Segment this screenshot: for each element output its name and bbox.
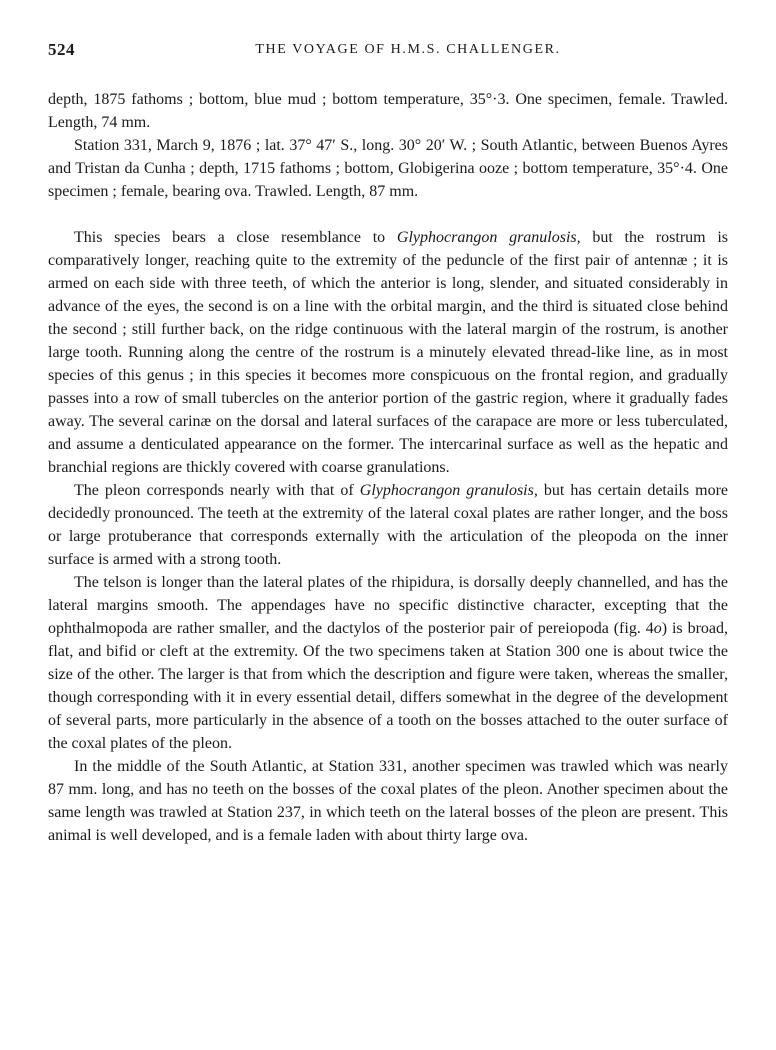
record-station-331: Station 331, March 9, 1876 ; lat. 37° 47′ S., long. 30° 20′ W. ; South Atlantic, between Buenos Ayres and Tristan da Cunha ; depth, 1715 fathoms ; bottom, Globigerina ooze ; bottom temperature, 35°·4. One specimen ; female, bearing ova. Trawled. Length, 87 mm. xyxy=(48,137,728,200)
record-continuation: depth, 1875 fathoms ; bottom, blue mud ; bottom temperature, 35°·3. One specimen, female. Trawled. Length, 74 mm. xyxy=(48,91,728,131)
paragraph-telson-text-b: ) is broad, flat, and bifid or cleft at the extremity. Of the two specimens taken at Station 300 one is about twice the size of the other. The larger is that from which the description and figure were taken, whereas the smaller, though corresponding with it in every essential detail, differs somewhat in the degree of the development of several parts, more particularly in the absence of a tooth on the bosses attached to the outer surface of the coxal plates of the pleon. xyxy=(48,620,728,752)
paragraph-pleon xyxy=(48,479,728,571)
running-title: THE VOYAGE OF H.M.S. CHALLENGER. xyxy=(255,42,561,57)
paragraph-south-atlantic: In the middle of the South Atlantic, at Station 331, another specimen was trawled which was nearly 87 mm. long, and has no teeth on the bosses of the coxal plates of the pleon. Another specimen about the same length was trawled at Station 237, in which teeth on the lateral bosses of the pleon are present. This animal is well developed, and is a female laden with about thirty large ova. xyxy=(48,758,728,844)
paragraph-telson-text-a: The telson is longer than the lateral plates of the rhipidura, is dorsally deeply channelled, and has the lateral margins smooth. The appendages have no specific distinctive character, excepting that the ophthalmopoda are rather smaller, and the dactylos of the posterior pair of pereiopoda (fig. 4 xyxy=(48,574,728,637)
paragraph-pleon-text-a: The pleon corresponds nearly with that of xyxy=(74,482,360,499)
species-name: Glyphocrangon granulosis, xyxy=(396,229,581,246)
page-number: 524 xyxy=(48,40,75,59)
section-gap xyxy=(48,203,728,226)
paragraph-rostrum xyxy=(48,226,728,479)
species-name: Glyphocrangon granulosis, xyxy=(359,482,538,499)
paragraph-rostrum-text-a: This species bears a close resemblance to xyxy=(74,229,397,246)
page-header xyxy=(48,40,728,68)
figure-reference: o xyxy=(653,620,662,637)
paragraph-rostrum-text-b: but the rostrum is comparatively longer, reaching quite to the extremity of the peduncle of the first pair of antennæ ; it is armed on each side with three teeth, of which the anterior is long, slender, and situated considerably in advance of the eyes, the second is on a line with the orbital margin, and the third is situated close behind the second ; still further back, on the ridge continuous with the lateral margin of the rostrum, is another large tooth. Running along the centre of the rostrum is a minutely elevated thread-like line, as in most species of this genus ; in this species it becomes more conspicuous on the frontal region, and gradually passes into a row of small tubercles on the anterior portion of the gastric region, where it gradually fades away. The several carinæ on the dorsal and lateral surfaces of the carapace are more or less tuberculated, and assume a denticulated appearance on the former. The intercarinal surface as well as the hepatic and branchial regions are thickly covered with coarse granulations. xyxy=(48,229,729,476)
paragraph-telson xyxy=(48,571,728,755)
page xyxy=(48,40,728,847)
paragraph-pleon-text-b: but has certain details more decidedly pronounced. The teeth at the extremity of the lateral coxal plates are rather longer, and the boss or large protuberance that corresponds externally with the articulation of the pleopoda on the inner surface is armed with a strong tooth. xyxy=(48,482,729,568)
